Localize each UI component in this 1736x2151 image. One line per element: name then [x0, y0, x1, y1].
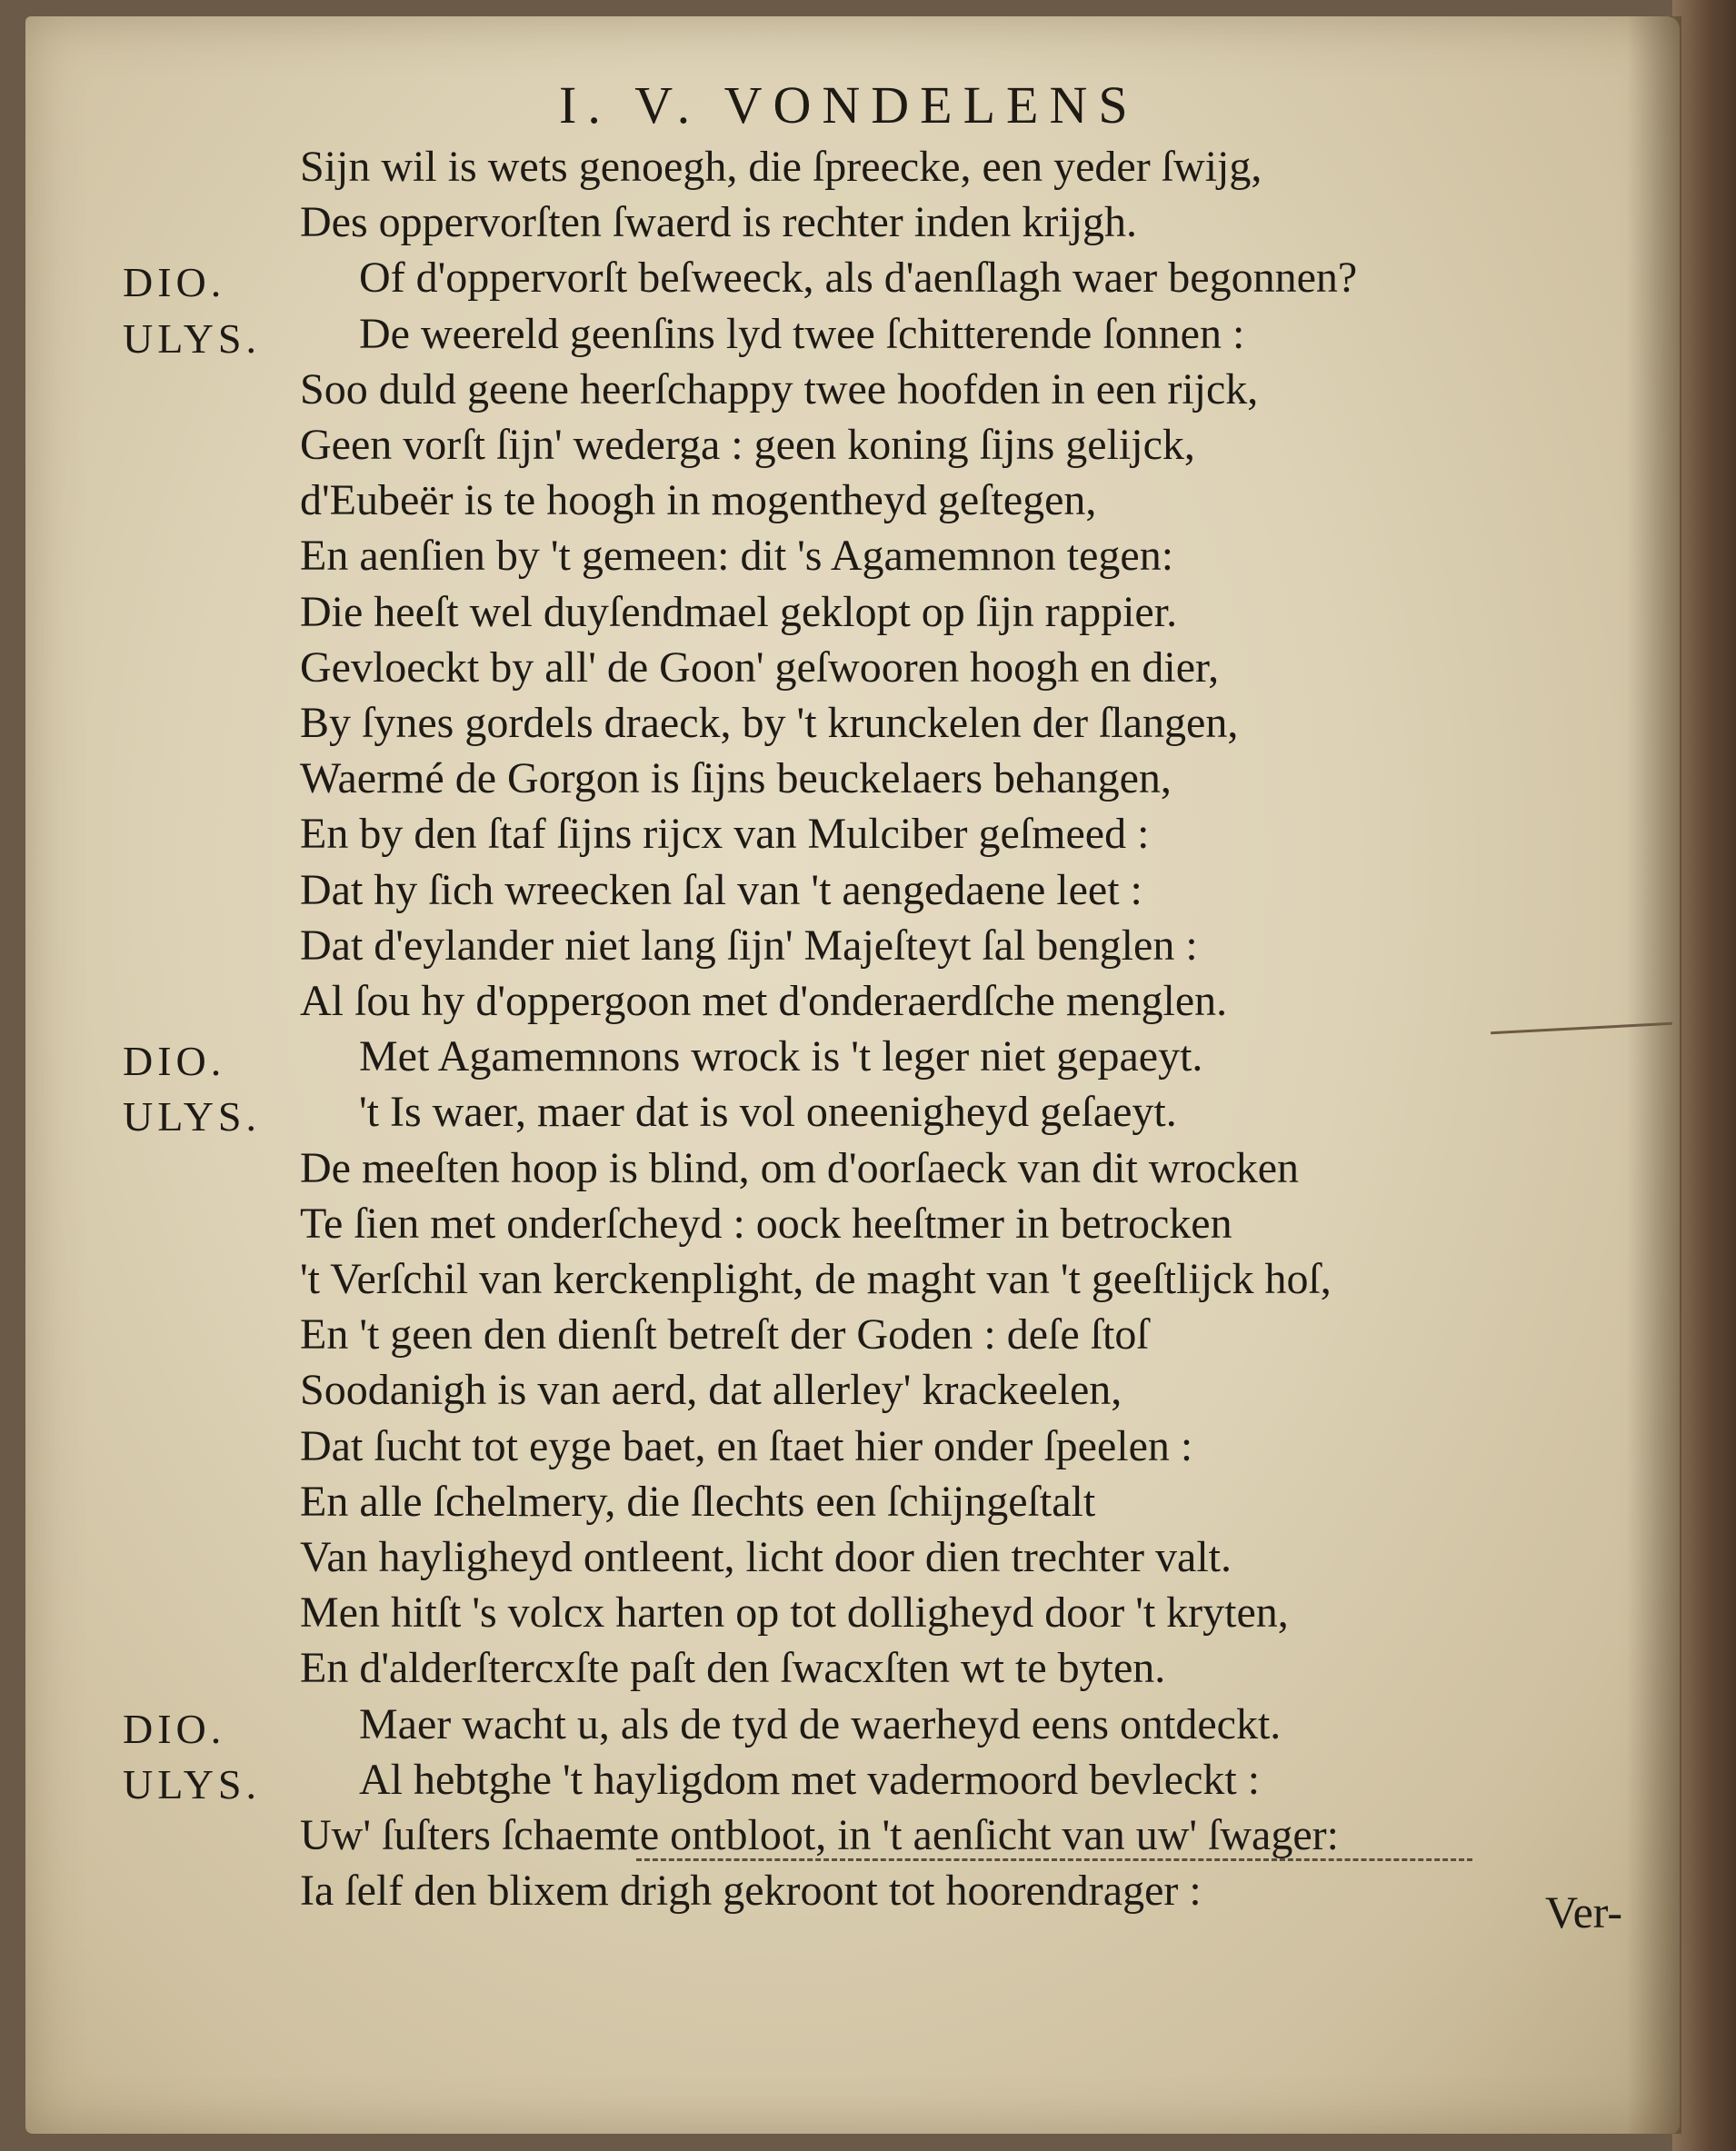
- verse-line: Van hayligheyd ontleent, licht door dien trechter valt.: [300, 1533, 1232, 1581]
- speaker-label: ULYS.: [123, 1760, 262, 1807]
- verse-line: Te ſien met onderſcheyd : oock heeſtmer in betrocken: [300, 1199, 1232, 1248]
- speaker-label: ULYS.: [123, 314, 262, 362]
- verse-line: Men hitſt 's volcx harten op tot dolligheyd door 't kryten,: [300, 1588, 1289, 1638]
- verse-line: De meeſten hoop is blind, om d'oorſaeck van dit wrocken: [300, 1143, 1300, 1192]
- catchword: Ver-: [1545, 1887, 1623, 1937]
- verse-line: Die heeſt wel duyſendmael geklopt op ſijn rappier.: [300, 587, 1178, 636]
- verse-line: 't Verſchil van kerckenplight, de maght van 't geeſtlijck hoſ,: [300, 1255, 1332, 1303]
- verse-line: Dat hy ſich wreecken ſal van 't aengedaene leet :: [300, 865, 1142, 914]
- speaker-label: DIO.: [123, 1038, 226, 1085]
- verse-line: Soo duld geene heerſchappy twee hoofden in een rijck,: [300, 364, 1259, 413]
- verse-line: En by den ſtaf ſijns rijcx van Mulciber geſmeed :: [300, 810, 1150, 859]
- verse-line: Maer wacht u, als de tyd de waerheyd eens ontdeckt.: [359, 1699, 1282, 1748]
- page-shadow: [1627, 16, 1681, 2134]
- verse-line: De weereld geenſins lyd twee ſchitterende ſonnen :: [359, 309, 1245, 358]
- verse-line: En 't geen den dienſt betreſt der Goden : deſe ſtoſ: [300, 1310, 1149, 1359]
- verse-line: Ia ſelf den blixem drigh gekroont tot hoorendrager :: [300, 1867, 1202, 1916]
- ornament-rule: [636, 1858, 1472, 1861]
- verse-line: 't Is waer, maer dat is vol oneenigheyd geſaeyt.: [359, 1088, 1177, 1137]
- verse-line: By ſynes gordels draeck, by 't krunckelen der ſlangen,: [300, 699, 1239, 747]
- verse-line: Waermé de Gorgon is ſijns beuckelaers behangen,: [300, 754, 1172, 803]
- verse-line: En aenſien by 't gemeen: dit 's Agamemnon tegen:: [300, 532, 1174, 581]
- speaker-label: DIO.: [123, 259, 226, 306]
- verse-line: Met Agamemnons wrock is 't leger niet gepaeyt.: [359, 1032, 1203, 1081]
- verse-line: Al ſou hy d'oppergoon met d'onderaerdſche menglen.: [300, 977, 1228, 1025]
- verse-line: Soodanigh is van aerd, dat allerley' krackeelen,: [300, 1366, 1122, 1415]
- verse-line: Of d'oppervorſt beſweeck, als d'aenſlagh waer begonnen?: [359, 254, 1358, 303]
- speaker-label: ULYS.: [123, 1093, 262, 1140]
- verse-line: Des oppervorſten ſwaerd is rechter inden krijgh.: [300, 198, 1138, 247]
- verse-line: En d'alderſtercxſte paſt den ſwacxſten wt te byten.: [300, 1644, 1166, 1693]
- verse-line: Uw' ſuſters ſchaemte ontbloot, in 't aenſicht van uw' ſwager:: [300, 1811, 1339, 1859]
- speaker-label: DIO.: [123, 1705, 226, 1752]
- verse-line: Gevloeckt by all' de Goon' geſwooren hoogh en dier,: [300, 642, 1220, 692]
- book-edge: [1672, 0, 1736, 2151]
- verse-line: Sijn wil is wets genoegh, die ſpreecke, een yeder ſwijg,: [300, 143, 1262, 191]
- verse-line: Geen vorſt ſijn' wederga : geen koning ſijns gelijck,: [300, 421, 1195, 469]
- verse-line: Al hebtghe 't hayligdom met vadermoord bevleckt :: [359, 1755, 1261, 1804]
- verse-line: En alle ſchelmery, die ſlechts een ſchijngeſtalt: [300, 1477, 1096, 1526]
- running-head: I. V. VONDELENS: [559, 75, 1139, 134]
- verse-line: Dat ſucht tot eyge baet, en ſtaet hier onder ſpeelen :: [300, 1421, 1193, 1470]
- verse-line: d'Eubeër is te hoogh in mogentheyd geſtegen,: [300, 476, 1097, 525]
- verse-line: Dat d'eylander niet lang ſijn' Majeſteyt ſal benglen :: [300, 921, 1198, 970]
